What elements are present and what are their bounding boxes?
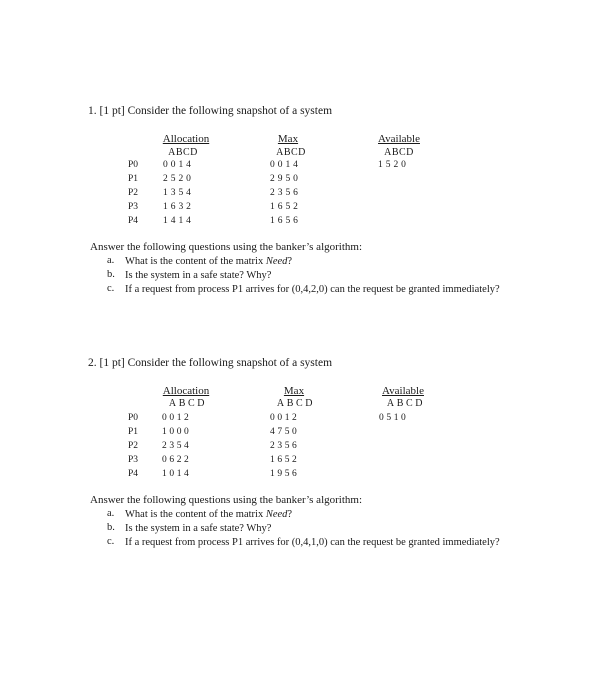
allocation-row: 2354 (162, 441, 192, 451)
max-row: 0 0 1 4 (270, 160, 299, 170)
allocation-row: 1014 (162, 469, 192, 479)
available-columns: ABCD (384, 147, 414, 158)
max-row: 1 6 5 2 (270, 202, 299, 212)
allocation-row: 0622 (162, 455, 192, 465)
max-row: 2356 (270, 441, 300, 451)
max-row: 1956 (270, 469, 300, 479)
max-row: 0012 (270, 413, 300, 423)
process-label: P3 (128, 202, 139, 212)
max-row: 1652 (270, 455, 300, 465)
available-columns: ABCD (386, 398, 426, 409)
available-header: Available (378, 133, 420, 145)
allocation-row: 1 4 1 4 (163, 216, 192, 226)
process-label: P4 (128, 469, 139, 479)
max-header: Max (277, 133, 299, 145)
item-marker: a. (107, 255, 115, 266)
item-marker: c. (107, 536, 115, 547)
item-marker: b. (107, 522, 115, 533)
item-text: If a request from process P1 arrives for (0,4,2,0) can the request be granted immediately? (125, 284, 500, 295)
question-item-b (107, 269, 523, 282)
item-marker: b. (107, 269, 115, 280)
question-item-c (107, 536, 523, 549)
question-title: 2. [1 pt] Consider the following snapshot of a system (88, 357, 333, 369)
process-label: P1 (128, 427, 139, 437)
max-columns: ABCD (276, 398, 316, 409)
max-columns: ABCD (276, 147, 306, 158)
item-text: What is the content of the matrix Need? (125, 256, 293, 267)
max-row: 1 6 5 6 (270, 216, 299, 226)
process-label: P0 (128, 160, 139, 170)
item-text: Is the system in a safe state? Why? (125, 523, 272, 534)
available-header: Available (382, 385, 424, 397)
max-header: Max (283, 385, 305, 397)
allocation-columns: ABCD (168, 147, 198, 158)
process-label: P0 (128, 413, 139, 423)
question-item-a (107, 255, 523, 268)
allocation-row: 2 5 2 0 (163, 174, 192, 184)
answer-intro: Answer the following questions using the banker’s algorithm: (90, 494, 363, 506)
available-row: 1 5 2 0 (378, 160, 407, 170)
allocation-row: 0 0 1 4 (163, 160, 192, 170)
item-marker: c. (107, 283, 115, 294)
process-label: P2 (128, 441, 139, 451)
allocation-header: Allocation (162, 385, 210, 397)
item-text: Is the system in a safe state? Why? (125, 270, 272, 281)
allocation-row: 0012 (162, 413, 192, 423)
need-term: Need (265, 256, 288, 267)
item-text: If a request from process P1 arrives for (0,4,1,0) can the request be granted immediately? (125, 537, 500, 548)
process-label: P1 (128, 174, 139, 184)
max-row: 4750 (270, 427, 300, 437)
max-row: 2 9 5 0 (270, 174, 299, 184)
question-item-b (107, 522, 523, 535)
max-row: 2 3 5 6 (270, 188, 299, 198)
question-item-c (107, 283, 523, 296)
process-label: P3 (128, 455, 139, 465)
allocation-header: Allocation (162, 133, 210, 145)
question-item-a (107, 508, 523, 521)
item-text: What is the content of the matrix Need? (125, 509, 293, 520)
allocation-columns: ABCD (168, 398, 208, 409)
allocation-row: 1 3 5 4 (163, 188, 192, 198)
need-term: Need (265, 509, 288, 520)
item-marker: a. (107, 508, 115, 519)
allocation-row: 1000 (162, 427, 192, 437)
answer-intro: Answer the following questions using the banker’s algorithm: (90, 241, 363, 253)
available-row: 0510 (379, 413, 409, 423)
question-title: 1. [1 pt] Consider the following snapshot of a system (88, 105, 333, 117)
process-label: P2 (128, 188, 139, 198)
process-label: P4 (128, 216, 139, 226)
allocation-row: 1 6 3 2 (163, 202, 192, 212)
